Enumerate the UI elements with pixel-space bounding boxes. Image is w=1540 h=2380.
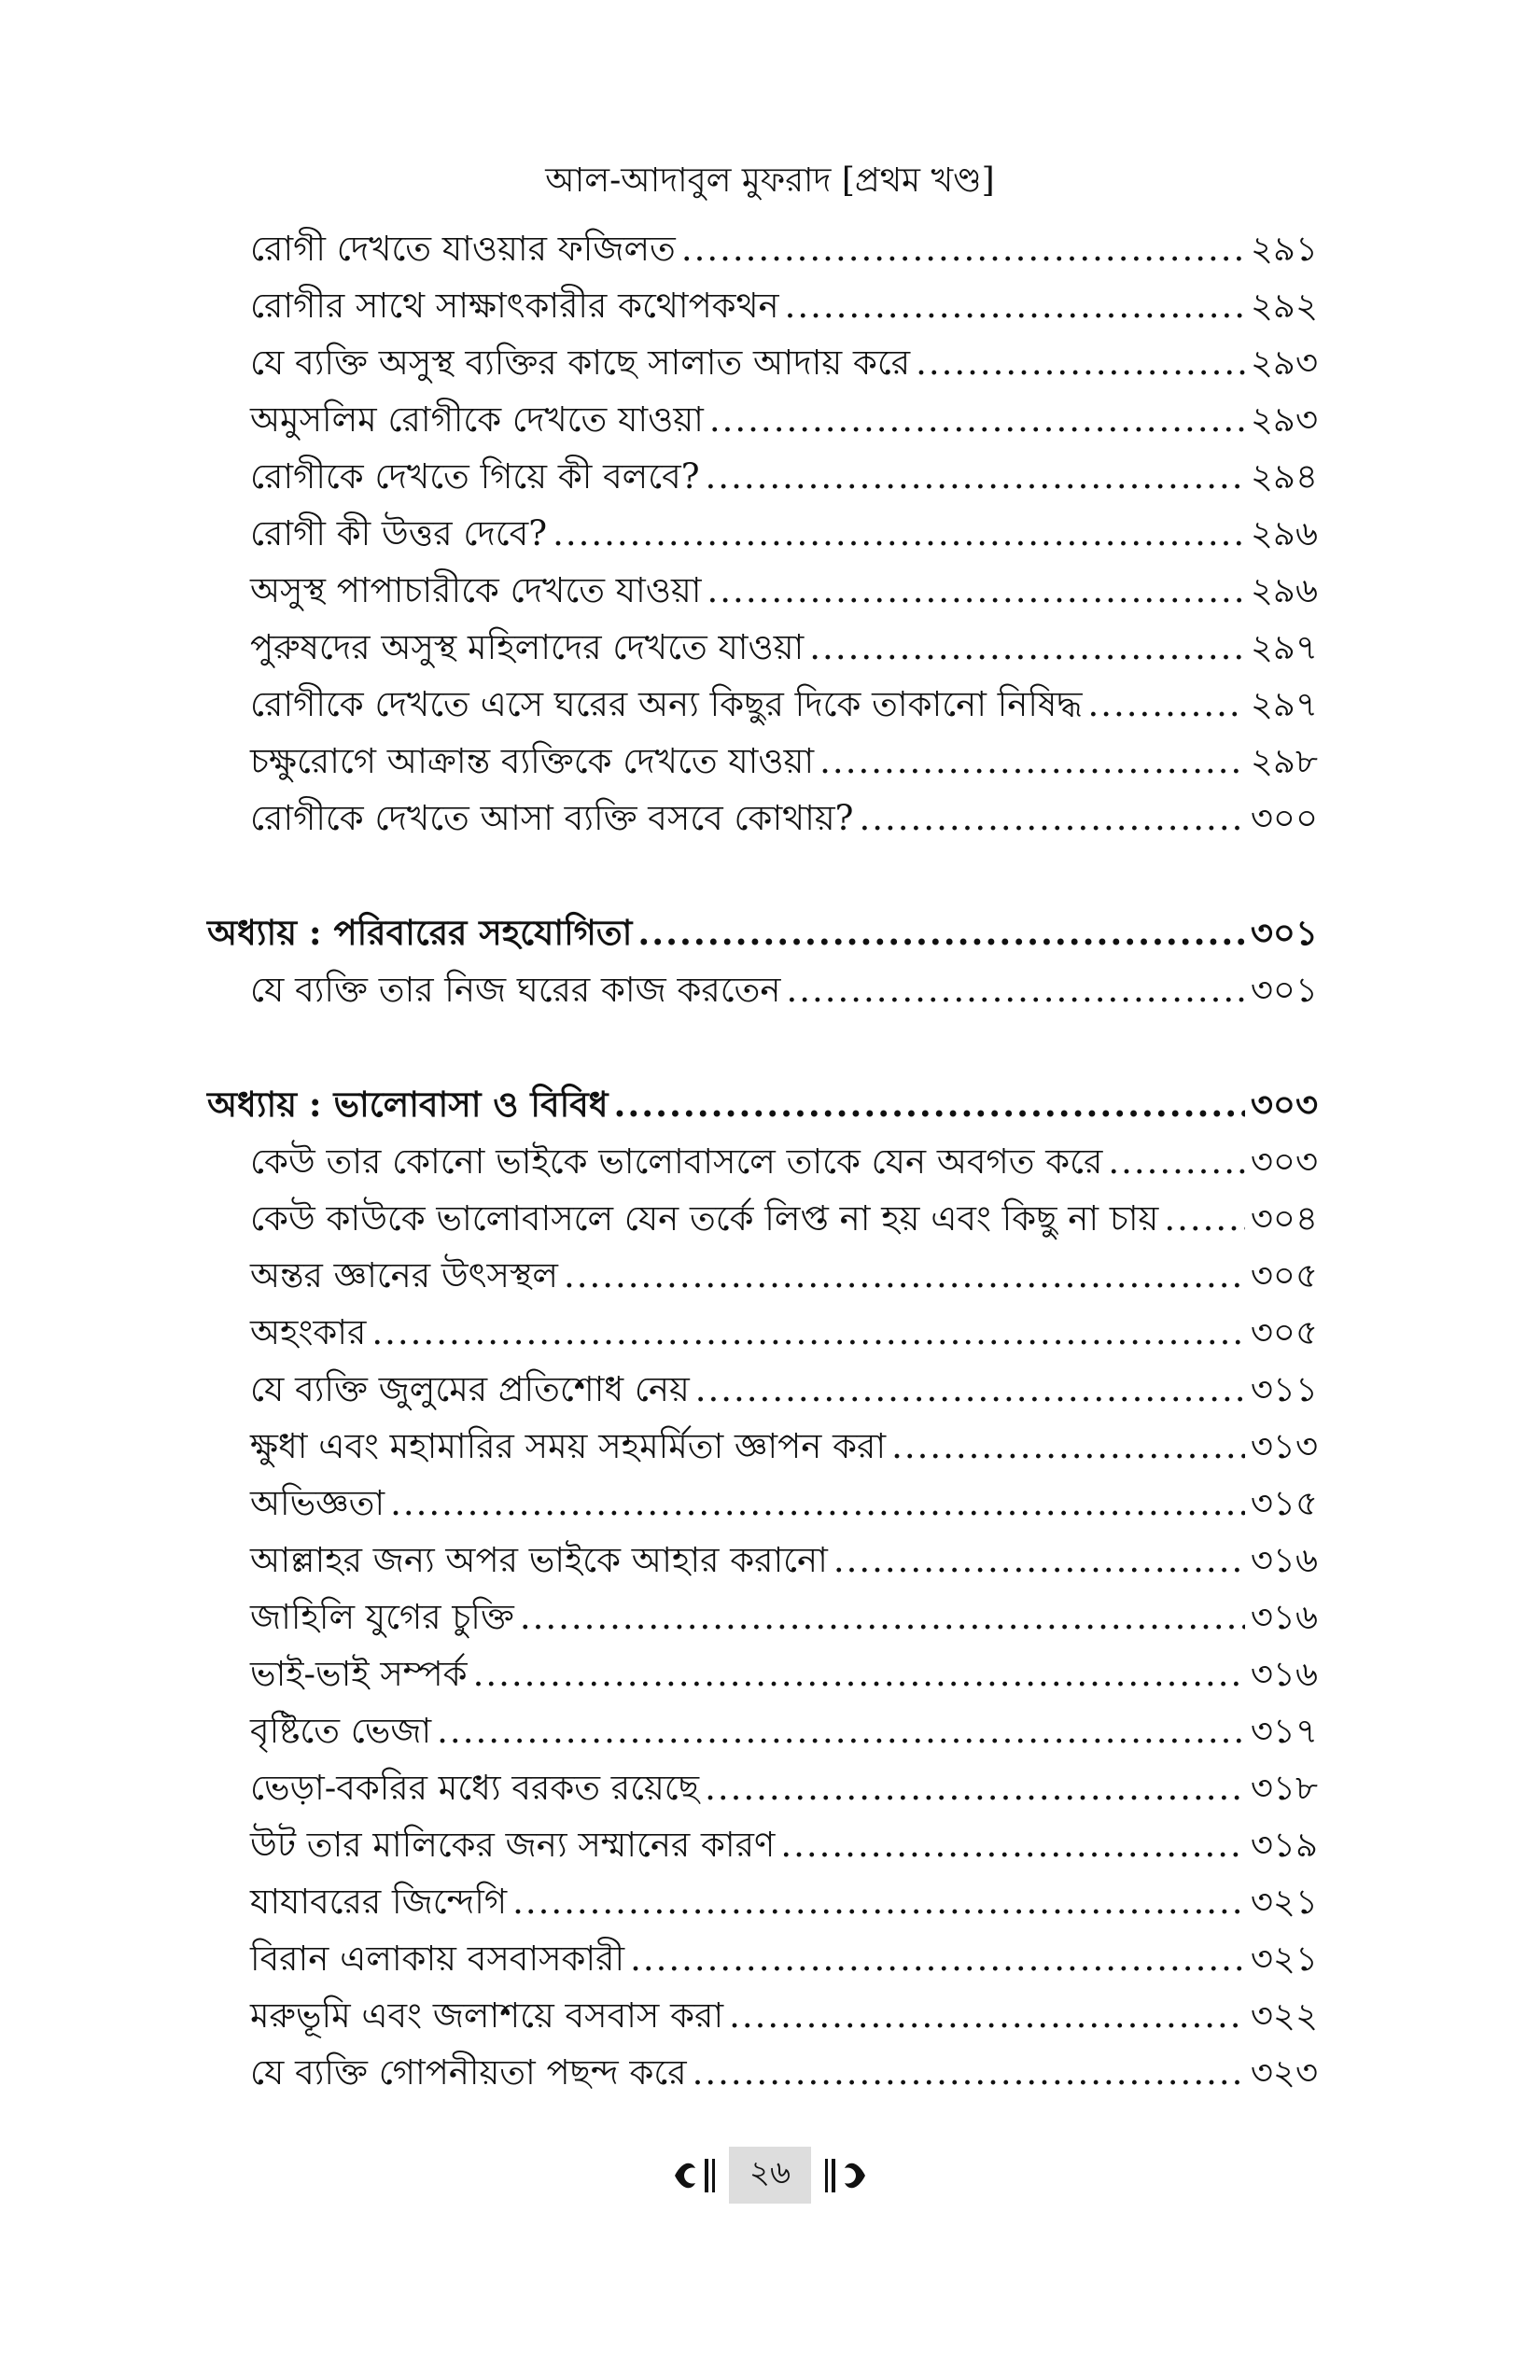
toc-entry [207,1930,1318,1987]
entry-page-number: ৩০০ [1250,798,1318,838]
toc-section [207,220,1318,847]
entry-page-number: ৩০৫ [1250,1312,1318,1352]
toc-entry [207,1759,1318,1816]
toc-entry [207,220,1318,277]
dot-leader [520,1589,1245,1645]
dot-leader [705,1759,1245,1816]
entry-title: রোগী কী উত্তর দেবে? [250,513,548,553]
toc-entry [207,1702,1318,1759]
dot-leader [1088,676,1245,733]
dot-leader [693,2044,1245,2101]
entry-title: রোগীকে দেখতে এসে ঘরের অন্য কিছুর দিকে তাকানো নিষিদ্ধ [250,684,1083,724]
entry-page-number: ৩২৩ [1250,2052,1318,2093]
dot-leader [706,448,1245,505]
entry-title: রোগীকে দেখতে গিয়ে কী বলবে? [250,456,700,497]
dot-leader [786,961,1244,1018]
entry-page-number: ৩২২ [1250,1995,1318,2036]
entry-page-number: ৩০৩ [1250,1141,1318,1182]
dot-leader [681,220,1245,277]
dot-leader [860,790,1245,847]
dot-leader [512,1873,1245,1930]
entry-page-number: ২৯৮ [1250,741,1318,781]
entry-page-number: ২৯৭ [1250,627,1318,667]
running-header: আল-আদাবুল মুফরাদ [প্রথম খণ্ড] [545,161,995,200]
dot-leader [916,334,1245,391]
entry-title: যে ব্যক্তি তার নিজ ঘরের কাজ করতেন [250,970,781,1010]
entry-title: কেউ তার কোনো ভাইকে ভালোবাসলে তাকে যেন অবগত করে [250,1141,1103,1182]
toc-entry [207,1247,1318,1304]
entry-title: অহংকার [250,1312,367,1352]
dot-leader [390,1475,1245,1532]
entry-title: মরুভূমি এবং জলাশয়ে বসবাস করা [250,1995,724,2036]
dot-leader [785,277,1245,334]
dot-leader [614,1076,1245,1133]
toc-entry [207,391,1318,448]
left-ornament-icon [669,2155,721,2196]
dot-leader [1108,1133,1244,1190]
chapter-heading [207,1076,1318,1133]
entry-page-number: ২৯৬ [1250,513,1318,553]
toc-entry [207,1873,1318,1930]
entry-page-number: ৩০৫ [1250,1255,1318,1295]
dot-leader [819,733,1245,790]
entry-page-number: ২৯৬ [1250,570,1318,610]
page-number: ২৬ [729,2147,811,2204]
dot-leader [564,1247,1245,1304]
entry-page-number: ২৯৩ [1250,399,1318,440]
toc-entry [207,1190,1318,1247]
entry-page-number: ৩১১ [1250,1369,1318,1409]
entry-page-number: ২৯৩ [1250,343,1318,383]
chapter-page-number: ৩০৩ [1250,1084,1318,1125]
entry-title: রোগীকে দেখতে আসা ব্যক্তি বসবে কোথায়? [250,798,854,838]
chapter-heading [207,904,1318,961]
entry-title: উট তার মালিকের জন্য সম্মানের কারণ [250,1825,776,1865]
toc-entry [207,1304,1318,1361]
entry-title: অমুসলিম রোগীকে দেখতে যাওয়া [250,399,704,440]
toc-section [207,904,1318,1018]
dot-leader [553,505,1245,562]
toc-entry [207,505,1318,562]
toc-entry [207,1987,1318,2044]
entry-title: পুরুষদের অসুস্থ মহিলাদের দেখতে যাওয়া [250,627,805,667]
entry-title: চক্ষুরোগে আক্রান্ত ব্যক্তিকে দেখতে যাওয়া [250,741,815,781]
toc-entry [207,1418,1318,1475]
right-ornament-icon [819,2155,871,2196]
dot-leader [833,1532,1245,1589]
entry-page-number: ৩২১ [1250,1939,1318,1979]
toc-entry [207,1475,1318,1532]
entry-title: ভাই-ভাই সম্পর্ক [250,1654,468,1694]
dot-leader [707,562,1245,619]
entry-title: যাযাবরের জিন্দেগি [250,1882,508,1922]
entry-page-number: ৩১৭ [1250,1711,1318,1751]
entry-page-number: ২৯২ [1250,286,1318,326]
entry-page-number: ৩১৫ [1250,1483,1318,1523]
toc-entry [207,1133,1318,1190]
dot-leader [630,1930,1245,1987]
toc-entry [207,277,1318,334]
toc-entry [207,2044,1318,2101]
entry-page-number: ৩০৪ [1250,1198,1318,1239]
entry-page-number: ২৯৪ [1250,456,1318,497]
entry-title: ভেড়া-বকরির মধ্যে বরকত রয়েছে [250,1768,700,1808]
entry-title: বৃষ্টিতে ভেজা [250,1711,432,1751]
dot-leader [473,1645,1245,1702]
toc-entry [207,1532,1318,1589]
dot-leader [637,904,1244,961]
entry-page-number: ৩১৮ [1250,1768,1318,1808]
entry-title: ক্ষুধা এবং মহামারির সময় সহমর্মিতা জ্ঞাপন করা [250,1426,887,1466]
entry-page-number: ৩১৯ [1250,1825,1318,1865]
entry-title: কেউ কাউকে ভালোবাসলে যেন তর্কে লিপ্ত না হয় এবং কিছু না চায় [250,1198,1159,1239]
chapter-title: অধ্যায় : ভালোবাসা ও বিবিধ [207,1084,609,1125]
page-footer [0,2147,1540,2204]
entry-title: রোগী দেখতে যাওয়ার ফজিলত [250,229,676,269]
chapter-title: অধ্যায় : পরিবারের সহযোগিতা [207,912,633,953]
entry-title: অভিজ্ঞতা [250,1483,385,1523]
entry-page-number: ৩১৬ [1250,1654,1318,1694]
toc-entry [207,1645,1318,1702]
toc-entry [207,790,1318,847]
dot-leader [709,391,1245,448]
toc-entry [207,961,1318,1018]
entry-page-number: ৩১৩ [1250,1426,1318,1466]
dot-leader [729,1987,1245,2044]
entry-title: আল্লাহর জন্য অপর ভাইকে আহার করানো [250,1540,828,1580]
toc-entry [207,619,1318,676]
entry-title: যে ব্যক্তি জুলুমের প্রতিশোধ নেয় [250,1369,690,1409]
entry-title: জাহিলি যুগের চুক্তি [250,1597,514,1637]
toc-entry [207,733,1318,790]
entry-title: রোগীর সাথে সাক্ষাৎকারীর কথোপকথন [250,286,779,326]
dot-leader [1164,1190,1245,1247]
entry-title: যে ব্যক্তি অসুস্থ ব্যক্তির কাছে সালাত আদায় করে [250,343,911,383]
dot-leader [371,1304,1244,1361]
chapter-page-number: ৩০১ [1250,912,1318,953]
entry-title: অসুস্থ পাপাচারীকে দেখতে যাওয়া [250,570,702,610]
entry-page-number: ৩০১ [1250,970,1318,1010]
entry-page-number: ৩২১ [1250,1882,1318,1922]
entry-title: যে ব্যক্তি গোপনীয়তা পছন্দ করে [250,2052,687,2093]
entry-page-number: ২৯১ [1250,229,1318,269]
entry-title: বিরান এলাকায় বসবাসকারী [250,1939,625,1979]
toc-entry [207,1816,1318,1873]
entry-page-number: ৩১৬ [1250,1540,1318,1580]
dot-leader [891,1418,1245,1475]
toc-entry [207,1361,1318,1418]
entry-page-number: ৩১৬ [1250,1597,1318,1637]
entry-page-number: ২৯৭ [1250,684,1318,724]
toc-entry [207,334,1318,391]
entry-title: অন্তর জ্ঞানের উৎসস্থল [250,1255,558,1295]
toc-entry [207,676,1318,733]
dot-leader [695,1361,1245,1418]
toc-entry [207,1589,1318,1645]
toc-entry [207,448,1318,505]
dot-leader [780,1816,1245,1873]
table-of-contents [207,220,1318,2159]
dot-leader [437,1702,1245,1759]
dot-leader [809,619,1245,676]
toc-entry [207,562,1318,619]
toc-section [207,1076,1318,2101]
